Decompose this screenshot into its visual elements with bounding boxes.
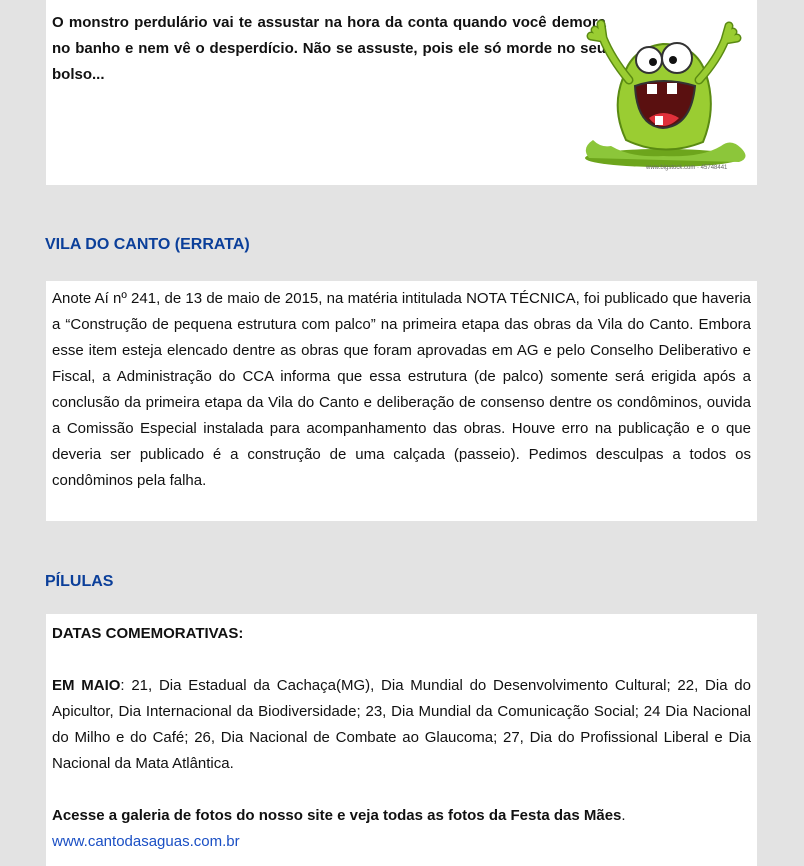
- gallery-paragraph: [52, 803, 751, 829]
- image-credit: www.bigstock.com · 45748441: [646, 165, 728, 171]
- pilulas-body: [52, 621, 751, 855]
- gallery-end: .: [621, 807, 626, 824]
- em-maio-paragraph: [52, 673, 751, 777]
- site-link[interactable]: www.cantodasaguas.com.br: [52, 833, 240, 850]
- errata-card: [46, 281, 757, 521]
- spacer: [52, 647, 751, 673]
- errata-paragraph: Anote Aí nº 241, de 13 de maio de 2015, na matéria intitulada NOTA TÉCNICA, foi publicado que haveria a “Construção de pequena estrutura com palco” na primeira etapa das obras da Vila do Canto. Embora esse item esteja elencado dentre as obras que foram aprovadas em AG e pelo Conselho Deliberativo e Fiscal, a Administração do CCA informa que essa estrutura (de palco) somente será erigida após a conclusão da primeira etapa da Vila do Canto e deliberação de consenso dentre os condôminos, ouvida a Comissão Especial instalada para acompanhamento das obras. Houve erro na publicação e o que deveria ser publicado é a construção de uma calçada (passeio). Pedimos desculpas a todos os condôminos pela falha.: [52, 290, 751, 489]
- datas-heading: DATAS COMEMORATIVAS:: [52, 625, 244, 642]
- spacer: [52, 777, 751, 803]
- monster-card: [46, 0, 757, 185]
- monster-paragraph: O monstro perdulário vai te assustar na hora da conta quando você demora no banho e nem vê o desperdício. Não se assuste, pois ele só morde no seu bolso...: [52, 14, 606, 83]
- gallery-text: Acesse a galeria de fotos do nosso site e veja todas as fotos da Festa das Mães: [52, 807, 622, 824]
- section-title-pilulas: PÍLULAS: [45, 573, 114, 590]
- section-title-vila-do-canto: VILA DO CANTO (ERRATA): [45, 236, 250, 253]
- em-maio-text: : 21, Dia Estadual da Cachaça(MG), Dia Mundial do Desenvolvimento Cultural; 22, Dia do Apicultor, Dia Internacional da Biodiversidade; 23, Dia Mundial da Comunicação Social; 24 Dia Nacional do Milho e do Café; 26, Dia Nacional de Combate ao Glaucoma; 27, Dia do Profissional Liberal e Dia Nacional da Mata Atlântica.: [52, 677, 751, 772]
- pilulas-card: [46, 614, 757, 866]
- em-maio-label: EM MAIO: [52, 677, 121, 694]
- green-monster-illustration: [571, 8, 757, 176]
